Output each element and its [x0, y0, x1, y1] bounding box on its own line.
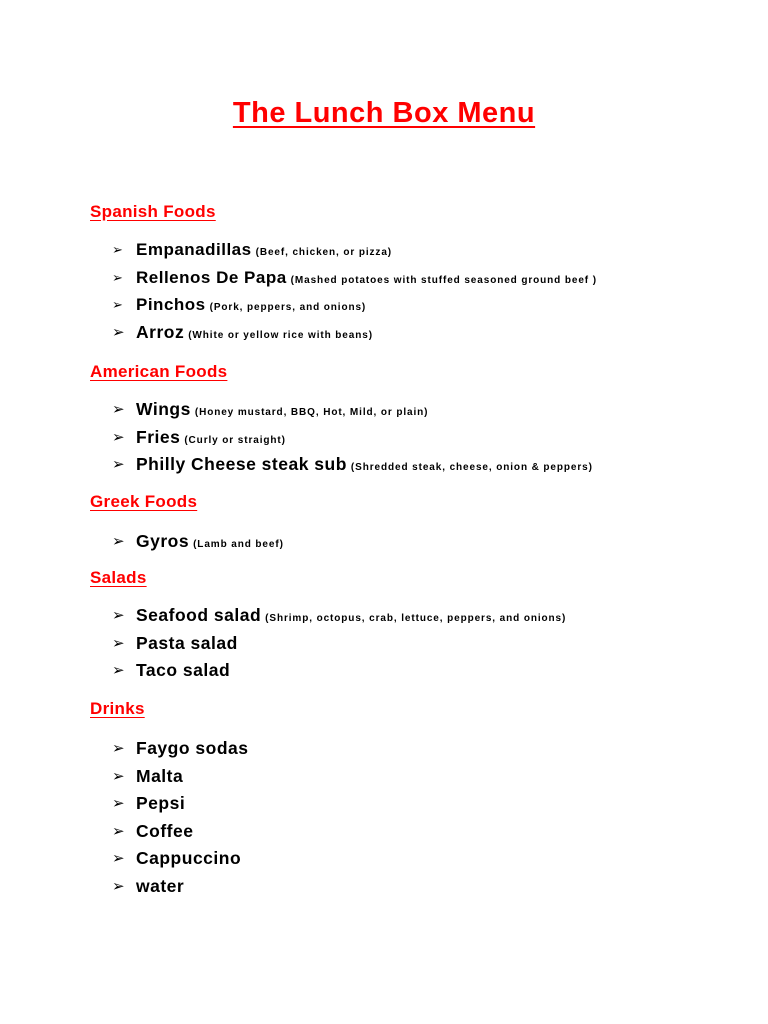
list-item — [90, 291, 597, 319]
section-greek-foods — [90, 492, 284, 556]
arrow-bullet-icon: ➢ — [112, 822, 125, 840]
list-item — [90, 630, 566, 658]
list-item — [90, 845, 248, 873]
arrow-bullet-icon: ➢ — [112, 795, 125, 812]
item-name: Empanadillas — [136, 240, 252, 259]
arrow-bullet-icon: ➢ — [112, 242, 123, 257]
item-name: Seafood salad — [136, 605, 262, 625]
list-item — [90, 735, 248, 763]
item-note: (Pork, peppers, and onions) — [209, 302, 367, 313]
list-item — [90, 264, 597, 292]
arrow-bullet-icon: ➢ — [112, 401, 125, 418]
arrow-bullet-icon: ➢ — [112, 634, 125, 652]
list-item — [90, 657, 566, 685]
section-heading: Spanish Foods — [90, 202, 216, 221]
arrow-bullet-icon: ➢ — [112, 740, 125, 757]
item-name: Gyros — [136, 531, 190, 551]
section-salads — [90, 568, 566, 685]
item-note: (Beef, chicken, or pizza) — [255, 247, 393, 258]
item-name: Cappuccino — [136, 848, 242, 868]
list-item — [90, 451, 593, 479]
list-item — [90, 236, 597, 264]
item-name: Coffee — [136, 820, 194, 841]
arrow-bullet-icon: ➢ — [112, 662, 125, 679]
section-heading: American Foods — [90, 362, 228, 381]
list-item — [90, 763, 248, 791]
list-item — [90, 319, 597, 347]
arrow-bullet-icon: ➢ — [112, 269, 123, 285]
arrow-bullet-icon: ➢ — [112, 877, 125, 895]
arrow-bullet-icon: ➢ — [112, 767, 125, 785]
arrow-bullet-icon: ➢ — [112, 323, 125, 341]
item-name: Pinchos — [136, 295, 206, 314]
arrow-bullet-icon: ➢ — [112, 428, 125, 446]
item-list — [90, 396, 593, 479]
item-name: Pepsi — [136, 793, 186, 813]
item-name: water — [136, 875, 185, 896]
item-name: Philly Cheese steak sub — [136, 454, 347, 474]
list-item — [90, 790, 248, 818]
item-note: (Shredded steak, cheese, onion & peppers) — [350, 462, 593, 473]
section-american-foods — [90, 362, 593, 479]
item-name: Rellenos De Papa — [136, 267, 287, 287]
item-name: Faygo sodas — [136, 738, 249, 758]
arrow-bullet-icon: ➢ — [112, 533, 125, 550]
item-name: Taco salad — [136, 660, 231, 680]
section-heading: Drinks — [90, 699, 145, 718]
page-title: The Lunch Box Menu — [232, 97, 536, 129]
item-note: (White or yellow rice with beans) — [188, 329, 373, 341]
section-drinks — [90, 699, 248, 900]
list-item — [90, 873, 248, 901]
item-note: (Mashed potatoes with stuffed seasoned ground beef ) — [290, 274, 597, 286]
section-spanish-foods — [90, 202, 597, 346]
section-heading: Greek Foods — [90, 492, 198, 511]
item-name: Arroz — [136, 321, 185, 342]
item-name: Wings — [136, 399, 191, 419]
item-list — [90, 528, 284, 556]
arrow-bullet-icon: ➢ — [112, 607, 125, 624]
item-name: Pasta salad — [136, 632, 238, 653]
item-note: (Shrimp, octopus, crab, lettuce, peppers, and onions) — [265, 613, 567, 624]
item-note: (Lamb and beef) — [193, 539, 284, 550]
item-name: Fries — [136, 426, 181, 447]
item-list — [90, 735, 248, 900]
list-item — [90, 424, 593, 452]
list-item — [90, 818, 248, 846]
list-item — [90, 396, 593, 424]
item-note: (Honey mustard, BBQ, Hot, Mild, or plain) — [194, 407, 429, 418]
item-name: Malta — [136, 765, 184, 786]
list-item — [90, 602, 566, 630]
item-list — [90, 236, 597, 346]
arrow-bullet-icon: ➢ — [112, 297, 123, 312]
list-item — [90, 528, 284, 556]
section-heading: Salads — [90, 568, 147, 587]
item-note: (Curly or straight) — [184, 434, 286, 446]
item-list — [90, 602, 566, 685]
arrow-bullet-icon: ➢ — [112, 456, 125, 473]
arrow-bullet-icon: ➢ — [112, 850, 125, 867]
